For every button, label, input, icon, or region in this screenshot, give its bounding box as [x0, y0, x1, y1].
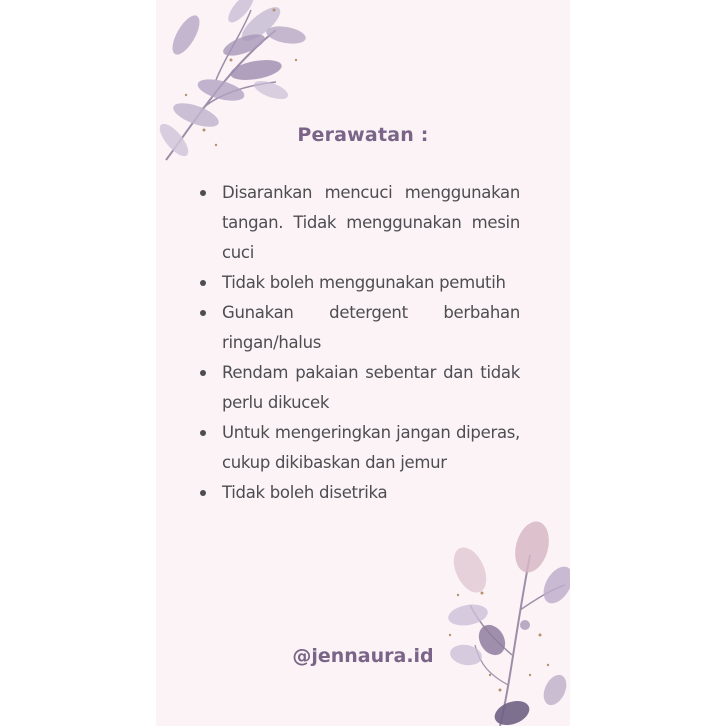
page-title: Perawatan :	[297, 124, 429, 146]
list-item	[198, 268, 520, 298]
bullet-icon	[200, 370, 206, 376]
list-item-label: Gunakan detergent berbahan ringan/halus	[222, 303, 520, 352]
list-item-label: Disarankan mencuci menggunakan tangan. Tidak menggunakan mesin cuci	[222, 183, 520, 262]
list-item	[198, 418, 520, 478]
bullet-icon	[200, 190, 206, 196]
list-item	[198, 478, 520, 508]
list-item-label: Rendam pakaian sebentar dan tidak perlu dikucek	[222, 363, 520, 412]
list-item	[198, 298, 520, 358]
list-item-label: Tidak boleh disetrika	[222, 483, 388, 502]
list-item	[198, 178, 520, 268]
list-item-label: Untuk mengeringkan jangan diperas, cukup dikibaskan dan jemur	[222, 423, 520, 472]
brand-handle: @jennaura.id	[292, 645, 434, 667]
bullet-icon	[200, 490, 206, 496]
list-item-label: Tidak boleh menggunakan pemutih	[222, 273, 506, 292]
bullet-icon	[200, 280, 206, 286]
list-item	[198, 358, 520, 418]
leaf-branch-bottom-decoration	[430, 515, 570, 726]
care-card	[156, 0, 570, 726]
care-instructions-list	[198, 178, 520, 508]
bullet-icon	[200, 430, 206, 436]
bullet-icon	[200, 310, 206, 316]
